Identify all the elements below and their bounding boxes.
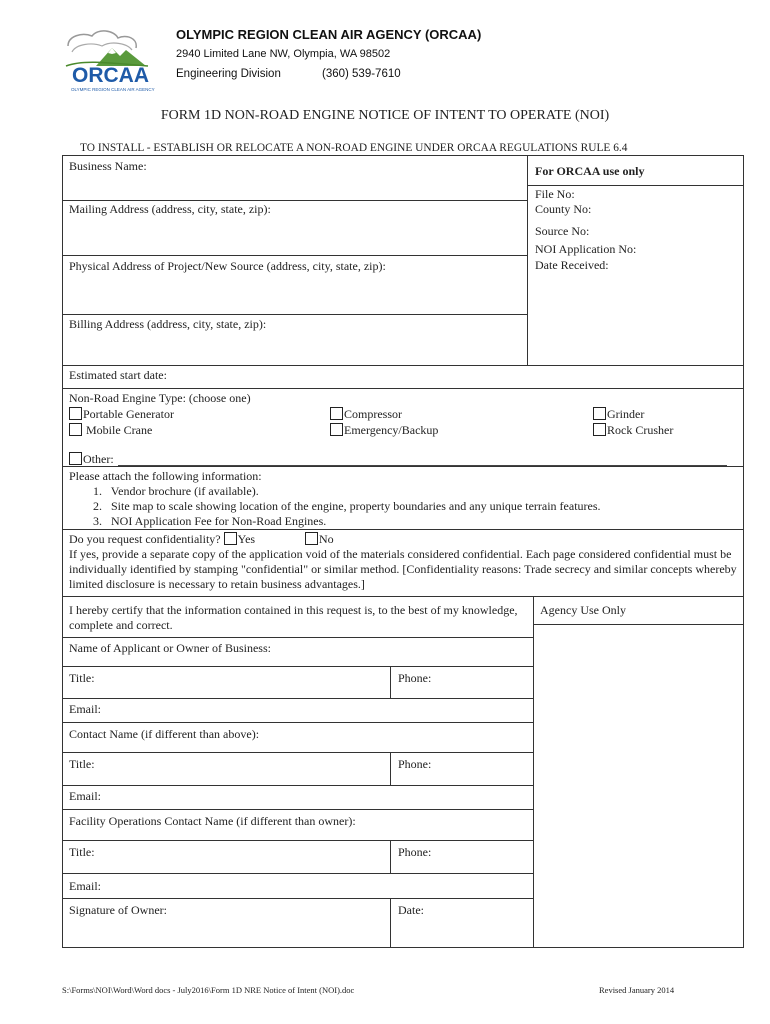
agency-phone: (360) 539-7610 xyxy=(322,68,401,80)
footer-path: S:\Forms\NOI\Word\Word docs - July2016\Form 1D NRE Notice of Intent (NOI).doc xyxy=(62,985,355,995)
form-title: FORM 1D NON-ROAD ENGINE NOTICE OF INTENT TO OPERATE (NOI) xyxy=(160,108,610,123)
source-no-label: Source No: xyxy=(535,224,590,238)
title-field[interactable]: Title: xyxy=(69,757,95,771)
signature-field[interactable]: Signature of Owner: xyxy=(69,903,167,917)
attachment-item: 1. Vendor brochure (if available). xyxy=(93,484,259,498)
logo-subtext: OLYMPIC REGION CLEAN AIR AGENCY xyxy=(71,87,155,92)
agency-division: Engineering Division xyxy=(176,68,281,80)
phone-field[interactable]: Phone: xyxy=(398,845,432,859)
checkbox[interactable] xyxy=(593,407,606,420)
date-received-label: Date Received: xyxy=(535,258,609,272)
certification-statement: I hereby certify that the information contained in this request is, to the best of my knowledge, complete and correct. xyxy=(69,603,518,632)
title-field[interactable]: Title: xyxy=(69,845,95,859)
orcaa-use-header: For ORCAA use only xyxy=(535,164,645,178)
confidentiality-text: If yes, provide a separate copy of the application void of the materials considered confidential. Each page considered confidential must be individually identified by stamping "confidential" or similar method. [Confidentiality reasons: Trade secrecy and similar concepts whereby limited disclosure is necessary to retain business advantages.] xyxy=(69,547,737,591)
other-option[interactable]: Other: xyxy=(69,452,114,467)
attachment-item: 3. NOI Application Fee for Non-Road Engines. xyxy=(93,514,327,528)
form-subtitle: TO INSTALL - ESTABLISH OR RELOCATE A NON-ROAD ENGINE UNDER ORCAA REGULATIONS RULE 6.4 xyxy=(80,142,628,154)
checkbox[interactable] xyxy=(69,452,82,465)
facility-contact-field[interactable]: Facility Operations Contact Name (if different than owner): xyxy=(69,814,356,828)
phone-field[interactable]: Phone: xyxy=(398,671,432,685)
email-field[interactable]: Email: xyxy=(69,702,101,716)
footer-revised: Revised January 2014 xyxy=(599,985,675,995)
business-name-field[interactable]: Business Name: xyxy=(69,159,147,173)
compressor-option[interactable]: Compressor xyxy=(330,407,402,422)
attachment-item: 2. Site map to scale showing location of the engine, property boundaries and any unique terrain features. xyxy=(93,499,601,513)
logo-text: ORCAA xyxy=(72,64,149,87)
phone-field[interactable]: Phone: xyxy=(398,757,432,771)
confidentiality-question: Do you request confidentiality? Yes xyxy=(69,532,256,546)
physical-address-field[interactable]: Physical Address of Project/New Source (address, city, state, zip): xyxy=(69,259,386,273)
checkbox[interactable] xyxy=(593,423,606,436)
attachments-label: Please attach the following information: xyxy=(69,469,262,483)
checkbox[interactable] xyxy=(330,407,343,420)
noi-no-label: NOI Application No: xyxy=(535,242,637,256)
agency-address: 2940 Limited Lane NW, Olympia, WA 98502 xyxy=(176,48,391,60)
checkbox[interactable] xyxy=(330,423,343,436)
title-field[interactable]: Title: xyxy=(69,671,95,685)
yes-checkbox[interactable] xyxy=(224,532,237,545)
contact-name-field[interactable]: Contact Name (if different than above): xyxy=(69,727,260,741)
agency-use-only-label: Agency Use Only xyxy=(540,603,626,617)
applicant-name-field[interactable]: Name of Applicant or Owner of Business: xyxy=(69,641,271,655)
file-no-label: File No: xyxy=(535,187,575,201)
grinder-option[interactable]: Grinder xyxy=(593,407,644,422)
mailing-address-field[interactable]: Mailing Address (address, city, state, zip): xyxy=(69,202,271,216)
emergency-backup-option[interactable]: Emergency/Backup xyxy=(330,423,438,438)
other-input-line[interactable] xyxy=(118,465,727,466)
date-field[interactable]: Date: xyxy=(398,903,424,917)
agency-name: OLYMPIC REGION CLEAN AIR AGENCY (ORCAA) xyxy=(176,27,482,42)
mobile-crane-option[interactable]: Mobile Crane xyxy=(69,423,152,438)
email-field[interactable]: Email: xyxy=(69,879,101,893)
engine-type-label: Non-Road Engine Type: (choose one) xyxy=(69,391,251,405)
rock-crusher-option[interactable]: Rock Crusher xyxy=(593,423,673,438)
start-date-field[interactable]: Estimated start date: xyxy=(69,368,167,382)
county-no-label: County No: xyxy=(535,202,592,216)
no-checkbox[interactable] xyxy=(305,532,318,545)
billing-address-field[interactable]: Billing Address (address, city, state, zip): xyxy=(69,317,267,331)
checkbox[interactable] xyxy=(69,423,82,436)
checkbox[interactable] xyxy=(69,407,82,420)
email-field[interactable]: Email: xyxy=(69,789,101,803)
portable-generator-option[interactable]: Portable Generator xyxy=(69,407,174,422)
no-option[interactable]: No xyxy=(305,532,334,547)
